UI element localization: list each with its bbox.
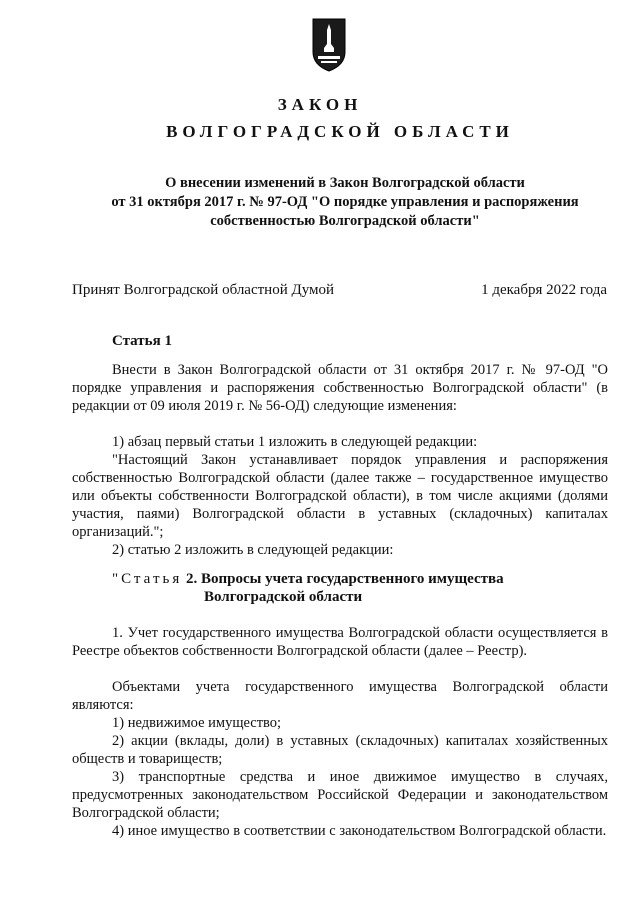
adopted-by: Принят Волгоградской областной Думой [72,282,335,298]
adoption-date: 1 декабря 2022 года [481,282,607,298]
article-2-title-cont: Волгоградской области [204,589,363,605]
article-2-title: Вопросы учета государственного имущества [200,571,504,587]
subtitle-line: от 31 октября 2017 г. № 97-ОД "О порядке управления и распоряжения [111,194,579,210]
article-1-heading: Статья 1 [112,333,172,349]
coat-of-arms-icon [312,18,346,72]
list-item: 2) акции (вклады, доли) в уставных (складочных) капиталах хозяйственных обществ и товариществ; [72,733,608,767]
article-2-heading [112,570,632,589]
article-2-paragraph: 1. Учет государственного имущества Волгоградской области осуществляется в Реестре объектов собственности Волгоградской области (далее – Реестр). [72,625,608,659]
region-title: ВОЛГОГРАДСКОЙ ОБЛАСТИ [166,122,514,141]
list-item: 1) недвижимое имущество; [112,715,282,731]
list-item: 4) иное имущество в соответствии с законодательством Волгоградской области. [112,823,607,839]
subtitle-line: собственностью Волгоградской области" [210,213,480,229]
article-2-number: 2. [185,571,198,587]
law-subtitle [60,174,630,231]
article-1-item: 2) статью 2 изложить в следующей редакции: [112,542,394,558]
article-1-intro: Внести в Закон Волгоградской области от 31 октября 2017 г. № 97-ОД "О порядке управления и распоряжения собственностью Волгоградской области" (в редакции от 09 июля 2019 г. № 56-ОД) следующие изменения: [72,362,608,414]
article-2-prefix: "Статья [112,571,183,587]
law-title: ЗАКОН [277,95,363,114]
list-item: 3) транспортные средства и иное движимое имущество в случаях, предусмотренных законодательством Российской Федерации и законодательством Волгоградской области; [72,769,608,821]
article-1-item-text: "Настоящий Закон устанавливает порядок управления и распоряжения собственностью Волгоградской области (далее также – государственное имущество или объекты собственности Волгоградской области), в том числе акциями (долями участия, паями) Волгоградской области в уставных (складочных) капиталах организаций."; [72,452,608,540]
subtitle-line: О внесении изменений в Закон Волгоградской области [165,175,525,191]
article-1-item: 1) абзац первый статьи 1 изложить в следующей редакции: [112,434,478,450]
article-2-paragraph: Объектами учета государственного имущества Волгоградской области являются: [72,679,608,713]
